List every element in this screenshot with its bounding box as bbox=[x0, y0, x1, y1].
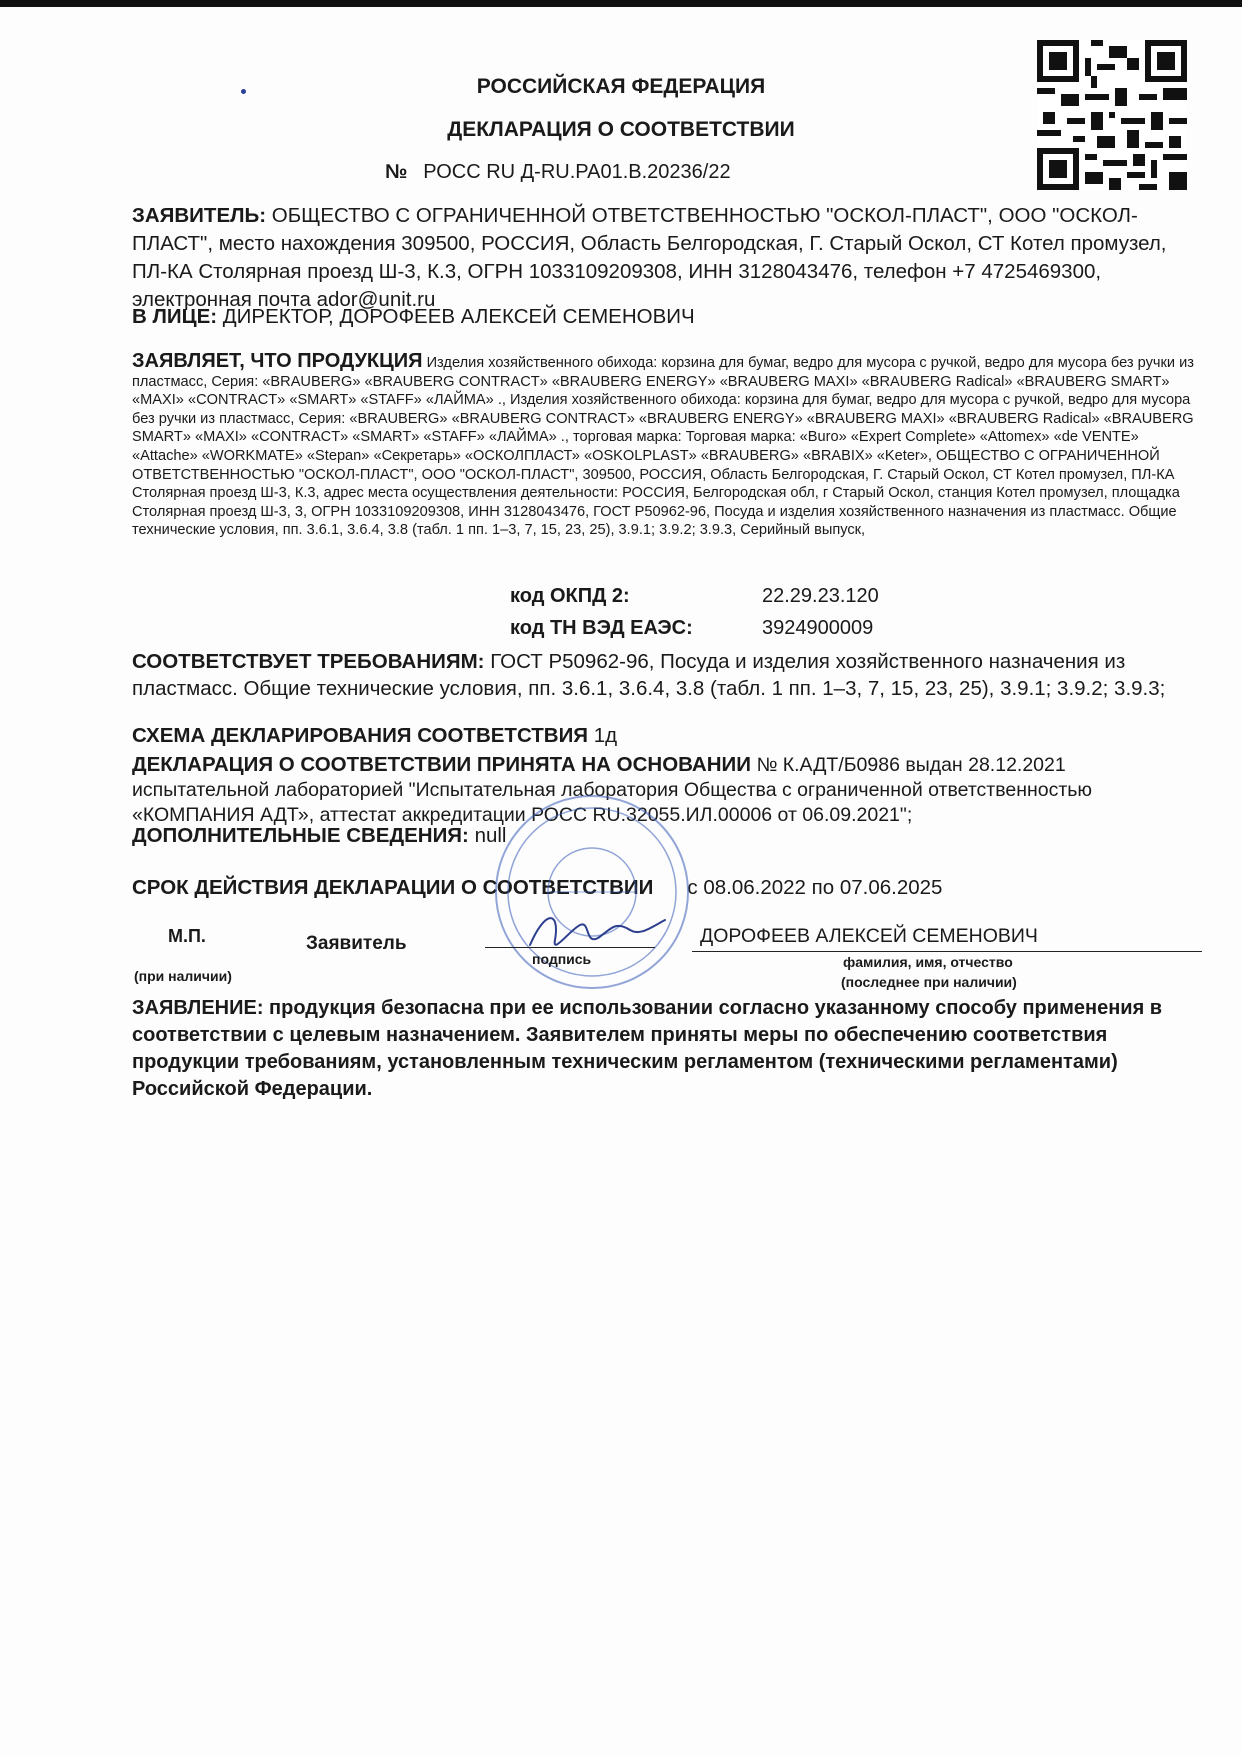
scheme-label: СХЕМА ДЕКЛАРИРОВАНИЯ СООТВЕТСТВИЯ bbox=[132, 724, 589, 747]
product-label: ЗАЯВЛЯЕТ, ЧТО ПРОДУКЦИЯ bbox=[132, 350, 423, 372]
name-caption: фамилия, имя, отчество bbox=[843, 954, 1013, 970]
representative-section bbox=[132, 303, 1207, 331]
validity-value: с 08.06.2022 по 07.06.2025 bbox=[687, 876, 943, 899]
qr-code-icon bbox=[1037, 40, 1187, 190]
signer-name: ДОРОФЕЕВ АЛЕКСЕЙ СЕМЕНОВИЧ bbox=[700, 925, 1038, 947]
product-text: Изделия хозяйственного обихода: корзина для бумаг, ведро для мусора с ручкой, ведро для мусора без ручки из пластмасс, Серия: «BRAUBERG» «BRAUBERG CONTRACT» «BRAUBERG ENERGY» «BRAUBERG MAXI» «BRAUBERG Radical» «BRAUBERG SMART» «MAXI» «CONTRACT» «SMART» «STAFF» «ЛАЙМА» ., Изделия хозяйственного обихода: корзина для бумаг, ведро для мусора с ручкой, ведро для мусора без ручки из пластмасс, Серия: «BRAUBERG» «BRAUBERG CONTRACT» «BRAUBERG ENERGY» «BRAUBERG MAXI» «BRAUBERG Radical» «BRAUBERG SMART» «MAXI» «CONTRACT» «SMART» «STAFF» «ЛАЙМА» ., торговая марка: Торговая марка: «Buro» «Expert Complete» «Attomex» «de VENTE» «Attache» «WORKMATE» «Stepan» «Секретарь» «ОСКОЛПЛАСТ» «OSKOLPLAST» «BRAUBERG» «BRABIX» «Keter», ОБЩЕСТВО С ОГРАНИЧЕННОЙ ОТВЕТСТВЕННОСТЬЮ "ОСКОЛ-ПЛАСТ", ООО "ОСКОЛ-ПЛАСТ", 309500, РОССИЯ, Область Белгородская, Г. Старый Оскол, СТ Котел промузел, ПЛ-КА Столярная проезд Ш-3, К.3, адрес места осуществления деятельности: РОССИЯ, Белгородская обл, г Старый Оскол, станция Котел промузел, площадка Столярная проезд Ш-3, 3, ОГРН 1033109209308, ИНН 3128043476, ГОСТ Р50962-96, Посуда и изделия хозяйственного назначения из пластмасс. Общие технические условия, пп. 3.6.1, 3.6.4, 3.8 (табл. 1 пп. 1–3, 7, 15, 23, 25), 3.9.1; 3.9.2; 3.9.3, Серийный выпуск, bbox=[132, 355, 1194, 539]
tnved-value: 3924900009 bbox=[762, 617, 874, 639]
basis-text: № К.АДТ/Б0986 выдан 28.12.2021 испытательной лабораторией "Испытательная лаборатория Общества с ограниченной ответственностью «КОМПАНИЯ АДТ», аттестат аккредитации РОСС RU.32055.ИЛ.00006 от 06.09.2021"; bbox=[132, 754, 1093, 826]
extra-label: ДОПОЛНИТЕЛЬНЫЕ СВЕДЕНИЯ: bbox=[132, 824, 469, 847]
applicant-sign-label: Заявитель bbox=[306, 933, 407, 954]
applicant-section bbox=[132, 202, 1207, 314]
conforms-label: СООТВЕТСТВУЕТ ТРЕБОВАНИЯМ: bbox=[132, 650, 485, 673]
tnved-code-row bbox=[510, 617, 873, 640]
name-caption-note: (последнее при наличии) bbox=[841, 974, 1017, 990]
validity-label: СРОК ДЕЙСТВИЯ ДЕКЛАРАЦИИ О СООТВЕТСТВИИ bbox=[132, 876, 654, 899]
okpd-label: код ОКПД 2: bbox=[510, 585, 630, 607]
applicant-text: ОБЩЕСТВО С ОГРАНИЧЕННОЙ ОТВЕТСТВЕННОСТЬЮ "ОСКОЛ-ПЛАСТ", ООО "ОСКОЛ-ПЛАСТ", место нахождения 309500, РОССИЯ, Область Белгородская, Г. Старый Оскол, СТ Котел промузел, ПЛ-КА Столярная проезд Ш-3, К.3, ОГРН 1033109209308, ИНН 3128043476, телефон +7 4725469300, электронная почта ador@unit.ru bbox=[132, 204, 1167, 311]
scheme-value: 1д bbox=[593, 724, 618, 747]
declaration-number-line bbox=[385, 161, 731, 184]
conforms-text: ГОСТ Р50962-96, Посуда и изделия хозяйственного назначения из пластмасс. Общие технические условия, пп. 3.6.1, 3.6.4, 3.8 (табл. 1 пп. 1–3, 7, 15, 23, 25), 3.9.1; 3.9.2; 3.9.3; bbox=[132, 650, 1166, 700]
basis-label: ДЕКЛАРАЦИЯ О СООТВЕТСТВИИ ПРИНЯТА НА ОСНОВАНИИ bbox=[132, 753, 752, 776]
if-any-note: (при наличии) bbox=[134, 968, 232, 984]
product-section bbox=[132, 352, 1207, 540]
okpd-value: 22.29.23.120 bbox=[762, 585, 879, 607]
safety-statement: ЗАЯВЛЕНИЕ: продукция безопасна при ее использовании согласно указанному способу применения в соответствии с целевым назначением. Заявителем приняты меры по обеспечению соответствия продукции требованиям, установленным техническим регламентом (техническими регламентами) Российской Федерации. bbox=[132, 997, 1163, 1100]
scan-top-edge bbox=[0, 0, 1242, 7]
okpd-code-row bbox=[510, 585, 879, 608]
signature-line bbox=[485, 947, 655, 948]
applicant-label: ЗАЯВИТЕЛЬ: bbox=[132, 204, 267, 227]
number-sign: № bbox=[385, 161, 408, 183]
signature-caption: подпись bbox=[532, 951, 592, 967]
country-heading: РОССИЙСКАЯ ФЕДЕРАЦИЯ bbox=[476, 75, 766, 98]
conforms-section bbox=[132, 648, 1207, 702]
tnved-label: код ТН ВЭД ЕАЭС: bbox=[510, 617, 693, 639]
scheme-section bbox=[132, 724, 1207, 748]
seal-place-label: М.П. bbox=[168, 926, 206, 946]
name-line bbox=[692, 951, 1202, 952]
declaration-number: РОСС RU Д-RU.PA01.B.20236/22 bbox=[423, 161, 731, 183]
seal-stamp bbox=[492, 792, 692, 992]
representative-label: В ЛИЦЕ: bbox=[132, 305, 218, 328]
representative-name: ДИРЕКТОР, ДОРОФЕЕВ АЛЕКСЕЙ СЕМЕНОВИЧ bbox=[222, 305, 695, 328]
document-title: ДЕКЛАРАЦИЯ О СООТВЕТСТВИИ bbox=[447, 118, 795, 141]
extra-value: null bbox=[474, 824, 507, 847]
